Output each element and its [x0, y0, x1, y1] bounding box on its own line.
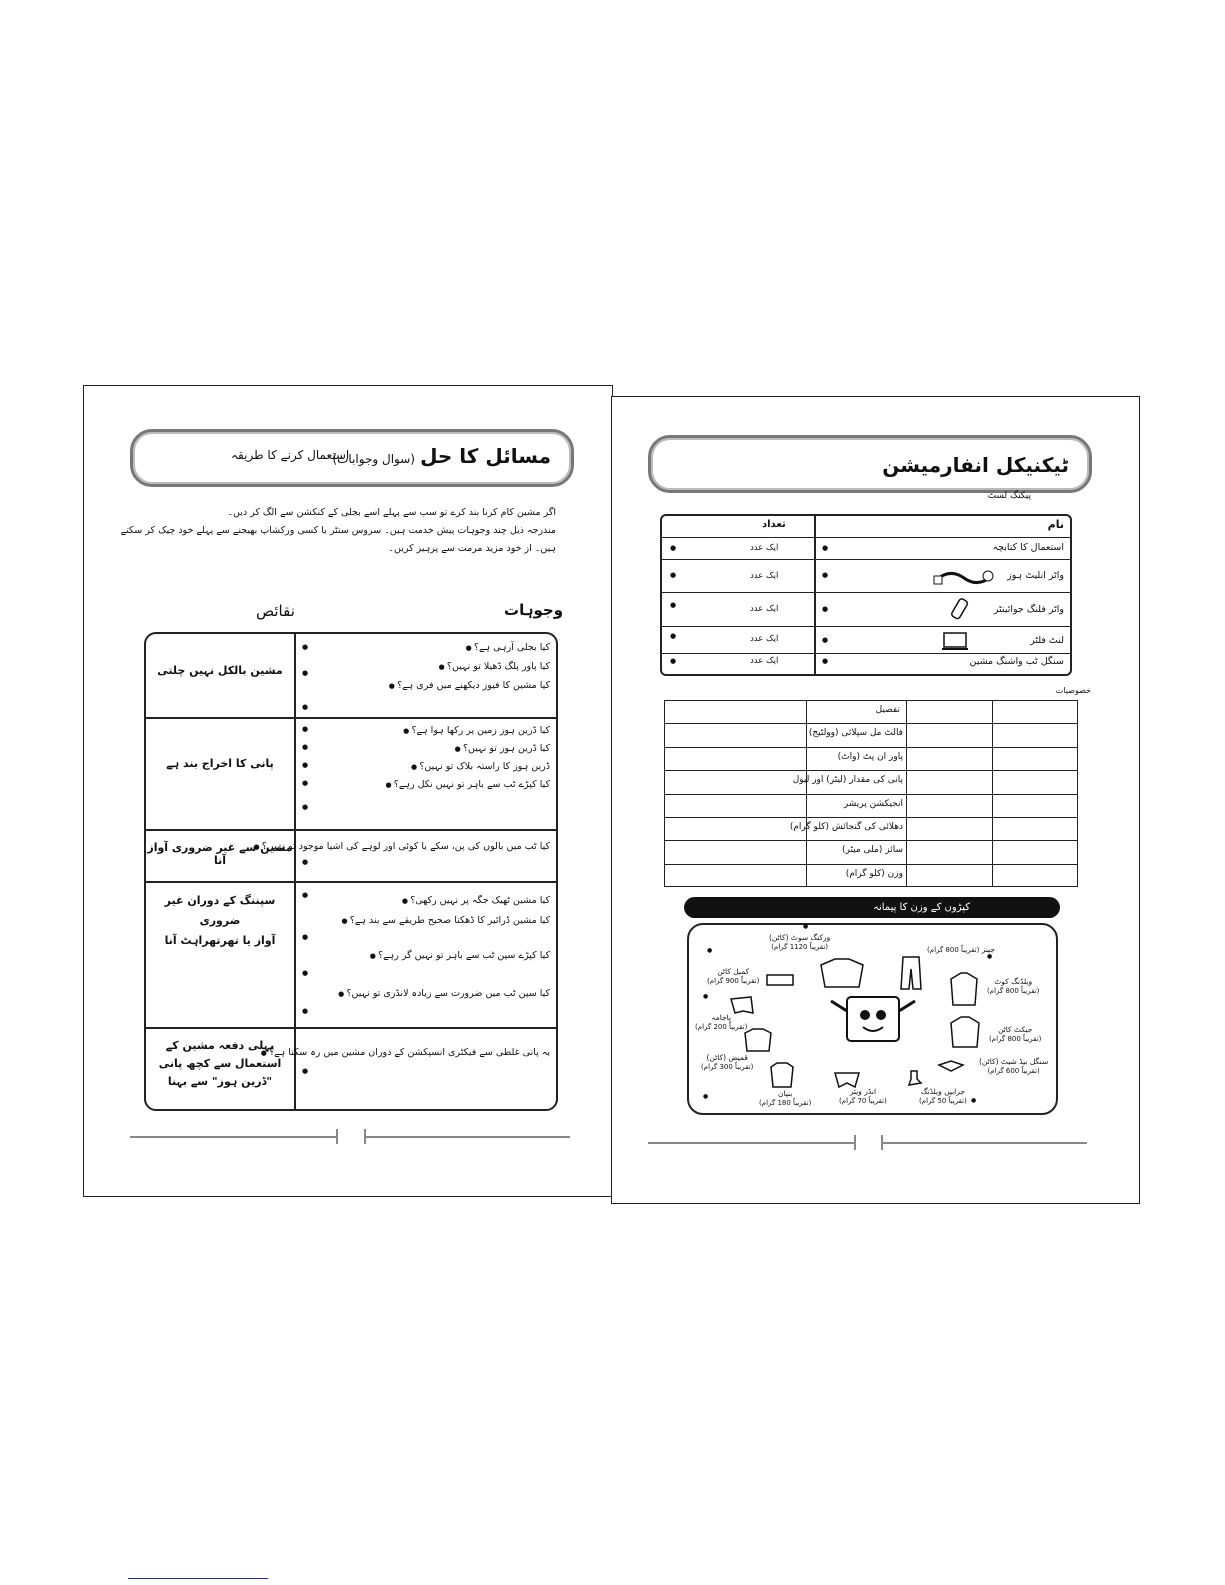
table-row: [662, 538, 1070, 560]
packing-list-label: پیکنگ لسٹ: [987, 491, 1031, 501]
packing-item-name: استعمال کا کتابچہ: [992, 542, 1064, 553]
bullet-dot: ●: [803, 923, 809, 930]
faults-heading: نقائص: [256, 602, 295, 620]
bullet-dot: ●: [670, 601, 677, 609]
bullet-dot: ●: [971, 1097, 977, 1104]
bullet-dot: ●: [670, 657, 677, 665]
bullet-dot: ●: [302, 933, 309, 941]
bullet-dot: ●: [302, 858, 309, 866]
footer-rule: [648, 1142, 854, 1144]
packing-item-qty: ایک عدد: [750, 604, 779, 614]
fault-line: آواز یا تھرتھراہٹ آنا: [164, 934, 276, 947]
washing-machine-mascot-icon: [825, 991, 921, 1047]
cause-item: کیا مشین ڈرائیر کا ڈھکنا صحیح طریقے سے بند ہے؟ ●: [341, 915, 550, 926]
bullet-dot: ●: [302, 891, 309, 899]
bullet-dot: ●: [302, 761, 309, 769]
packing-item-qty: ایک عدد: [750, 571, 779, 581]
spec-label: پانی کی مقدار (لیٹر) اور لیول: [792, 775, 903, 786]
causes-cell: [298, 634, 556, 717]
intro-line: اگر مشین کام کرنا بند کرے تو سب سے پہلے اسے بجلی کے کنکشن سے الگ کر دیں۔: [227, 507, 556, 518]
packing-item-qty: ایک عدد: [750, 634, 779, 644]
table-row: [662, 560, 1070, 593]
fault-cell: پانی کا اخراج بند ہے: [146, 719, 296, 829]
table-row: [662, 627, 1070, 654]
cause-item: کیا بجلی آرہی ہے؟ ●: [466, 642, 550, 653]
blanket-icon: [765, 973, 795, 987]
item-name: کمبل کاٹن: [717, 967, 750, 976]
bullet-dot: ●: [670, 571, 677, 579]
spec-label: وزن (کلو گرام): [845, 868, 903, 879]
item-weight: (تقریباً 900 گرام): [707, 976, 760, 985]
socks-icon: [903, 1069, 923, 1087]
spec-label: پاور ان پٹ (واٹ): [837, 751, 903, 762]
item-name: جینز: [981, 945, 996, 954]
item-weight: (تقریباً 50 گرام): [919, 1096, 967, 1105]
item-name: پاجامہ: [711, 1013, 732, 1022]
item-weight: (تقریباً 200 گرام): [695, 1022, 748, 1031]
fault-line: سپننگ کے دوران غیر ضروری: [164, 894, 276, 927]
troubleshooting-table: [144, 632, 558, 1111]
cause-item: کیا پاور پلگ ڈھیلا تو نہیں؟ ●: [439, 661, 550, 672]
fault-cell: مشین سے غیر ضروری آواز آنا: [146, 831, 296, 881]
cause-item: کیا مشین ٹھیک جگہ پر نہیں رکھی؟ ●: [402, 895, 550, 906]
clothing-item: [695, 1013, 747, 1032]
table-row: [665, 818, 1077, 841]
table-row: [662, 593, 1070, 627]
item-name: بنیان: [777, 1089, 793, 1098]
bullet-dot: ●: [703, 993, 709, 1000]
fault-cell: مشین بالکل نہیں چلتی: [146, 634, 296, 717]
technical-info-title: ٹیکنیکل انفارمیشن: [882, 453, 1069, 477]
fault-cell: [146, 883, 296, 1027]
clothes-weight-diagram: [687, 923, 1058, 1115]
bullet-dot: ●: [670, 632, 677, 640]
table-row: [665, 771, 1077, 794]
working-suit-icon: [817, 957, 867, 991]
table-row: [146, 1029, 556, 1111]
bullet-dot: ●: [822, 657, 829, 665]
table-row: [146, 883, 556, 1029]
right-page: [611, 396, 1140, 1204]
footer-rule: [130, 1136, 336, 1138]
underwear-icon: [833, 1071, 861, 1089]
bullet-dot: ●: [302, 725, 309, 733]
packing-item-name: لنٹ فلٹر: [1030, 635, 1064, 646]
fault-line: "ڈرین ہوز" سے بہنا: [167, 1075, 273, 1088]
table-row: [665, 795, 1077, 818]
specs-header: تفصیل: [875, 705, 900, 715]
packing-item-name: سنگل ٹب واشنگ مشین: [969, 656, 1064, 667]
table-row: [665, 748, 1077, 771]
item-weight: (تقریباً 300 گرام): [701, 1062, 754, 1071]
spec-label: دھلائی کی گنجائش (کلو گرام): [789, 822, 903, 832]
bullet-dot: ●: [822, 571, 829, 579]
packing-item-name: واٹر انلیٹ ہوز: [1007, 570, 1064, 581]
spec-label: سائز (ملی میٹر): [841, 845, 903, 856]
table-row: [662, 654, 1070, 674]
causes-cell: [298, 719, 556, 829]
usage-method-label: استعمال کرنے کا طریقہ: [231, 448, 350, 462]
lint-filter-icon: [940, 629, 970, 653]
bullet-dot: ●: [822, 544, 829, 552]
bullet-dot: ●: [703, 1093, 709, 1100]
packing-item-name: واٹر فلنگ جوائینٹر: [993, 604, 1064, 615]
item-name: سنگل بیڈ شیٹ (کاٹن): [979, 1057, 1049, 1066]
packing-item-qty: ایک عدد: [750, 656, 779, 666]
cause-item: ڈرین ہوز کا راستہ بلاک تو نہیں؟ ●: [411, 761, 550, 772]
item-weight: (تقریباً 180 گرام): [759, 1098, 812, 1107]
bullet-dot: ●: [302, 643, 309, 651]
troubleshooting-title: مسائل کا حل (سوال وجوابات): [332, 444, 551, 468]
footer-tick: [854, 1135, 856, 1150]
spec-label: فالٹ مل سپلائی (وولٹیج): [808, 728, 903, 739]
clothing-item: [701, 1053, 753, 1072]
clothes-weight-banner: کپڑوں کے وزن کا پیمانہ: [684, 897, 1060, 918]
bullet-dot: ●: [302, 669, 309, 677]
troubleshooting-title-box: [130, 429, 574, 487]
intro-text: [116, 504, 556, 558]
bullet-dot: ●: [707, 947, 713, 954]
cause-item: کیا ڈرین ہوز تو نہیں؟ ●: [455, 743, 550, 754]
intro-line: مندرجہ ذیل چند وجوہات پیش خدمت ہیں۔ سروس سنٹر یا کسی ورکشاپ بھیجنے سے پہلے خود چیک کر سکتے ہیں۔ از خود مزید مرمت سے پرہیز کریں۔: [120, 525, 556, 554]
table-row: [665, 701, 1077, 724]
jeans-icon: [899, 955, 923, 991]
packing-item-qty: ایک عدد: [750, 543, 779, 553]
packing-header-row: [662, 516, 1070, 538]
vest-icon: [767, 1061, 797, 1089]
clothing-item: [769, 933, 830, 952]
clothing-item: [979, 1057, 1048, 1076]
item-weight: (تقریباً 70 گرام): [839, 1096, 887, 1105]
footer-tick: [336, 1129, 338, 1144]
causes-cell: [261, 831, 556, 881]
bullet-dot: ●: [987, 953, 993, 960]
clothing-item: [707, 967, 759, 986]
table-row: [665, 724, 1077, 747]
welding-coat-icon: [947, 971, 981, 1007]
fault-line: پہلی دفعہ مشین کے استعمال سے کچھ پانی: [158, 1039, 282, 1070]
clothing-item: [919, 1087, 967, 1106]
cause-item: کیا ڈرین ہوز زمین پر رکھا ہوا ہے؟ ●: [403, 725, 550, 736]
causes-heading: وجوہات: [504, 601, 564, 619]
qty-header: تعداد: [762, 519, 786, 530]
bullet-dot: ●: [822, 636, 829, 644]
shirt-icon: [741, 1027, 775, 1053]
packing-table: [660, 514, 1072, 676]
item-weight: (تقریباً 1120 گرام): [771, 942, 829, 951]
item-weight: (تقریباً 800 گرام): [987, 986, 1040, 995]
bullet-dot: ●: [302, 1067, 309, 1075]
cotton-jacket-icon: [947, 1015, 983, 1049]
clothing-item: [839, 1087, 887, 1106]
table-row: [146, 634, 556, 719]
cause-item: کیا مشین کا فیوز دیکھنے میں فری ہے؟ ●: [389, 680, 550, 691]
specs-label: خصوصیات: [1055, 686, 1091, 695]
name-header: نام: [1047, 518, 1064, 531]
footer-rule: [881, 1142, 1087, 1144]
item-name: ویلڈنگ کوٹ: [994, 977, 1033, 986]
clothing-item: [989, 1025, 1041, 1044]
causes-cell: [298, 883, 556, 1027]
clothing-item: [987, 977, 1039, 996]
clothing-item: [759, 1089, 811, 1108]
item-weight: (تقریباً 600 گرام): [987, 1066, 1040, 1075]
footer-rule: [364, 1136, 570, 1138]
bullet-dot: ●: [670, 544, 677, 552]
causes-cell: [269, 1029, 556, 1111]
left-page: [83, 385, 613, 1197]
cause-item: کیا کپڑے سپن ٹب سے باہر تو نہیں گر رہے؟ ●: [370, 950, 550, 961]
bullet-dot: ●: [302, 1007, 309, 1015]
item-name: ورکنگ سوٹ (کاٹن): [769, 933, 831, 942]
item-name: قمیض (کاٹن): [706, 1053, 748, 1062]
bed-sheet-icon: [937, 1059, 965, 1073]
specs-table: [664, 700, 1078, 887]
cause-item: کیا ٹب میں بالوں کی پن، سکے یا کوئی اور لوہے کی اشیا موجود تو نہیں؟ ●: [253, 841, 550, 852]
item-name: جیکٹ کاٹن: [997, 1025, 1033, 1034]
bullet-dot: ●: [302, 803, 309, 811]
bullet-dot: ●: [302, 779, 309, 787]
bullet-dot: ●: [302, 703, 309, 711]
pajama-icon: [729, 995, 755, 1015]
item-weight: (تقریباً 800 گرام): [989, 1034, 1042, 1043]
technical-info-title-box: [648, 435, 1092, 493]
water-joiner-icon: [949, 597, 971, 623]
bullet-dot: ●: [302, 743, 309, 751]
inlet-hose-icon: [932, 566, 994, 588]
bullet-dot: ●: [822, 605, 829, 613]
clothing-item: [927, 945, 995, 955]
item-weight: (تقریباً 800 گرام): [927, 946, 980, 954]
item-name: جرابیں ویلڈنگ: [920, 1087, 966, 1096]
bottom-link-underline: [128, 1578, 268, 1579]
table-row: [665, 865, 1077, 888]
table-row: [146, 831, 556, 883]
table-row: [146, 719, 556, 831]
fault-cell: [146, 1029, 296, 1111]
cause-item: کیا کپڑے ٹب سے باہر تو نہیں نکل رہے؟ ●: [385, 779, 550, 790]
cause-item: کیا سپن ٹب میں ضرورت سے زیادہ لانڈری تو نہیں؟ ●: [338, 988, 550, 999]
item-name: انڈر ویئر: [849, 1087, 877, 1096]
table-row: [665, 841, 1077, 864]
cause-item: یہ پانی غلطی سے فیکٹری انسپکشن کے دوران مشین میں رہ سکتا ہے؟ ●: [261, 1047, 550, 1058]
bullet-dot: ●: [302, 969, 309, 977]
spec-label: انجیکشن پریشر: [843, 798, 903, 809]
